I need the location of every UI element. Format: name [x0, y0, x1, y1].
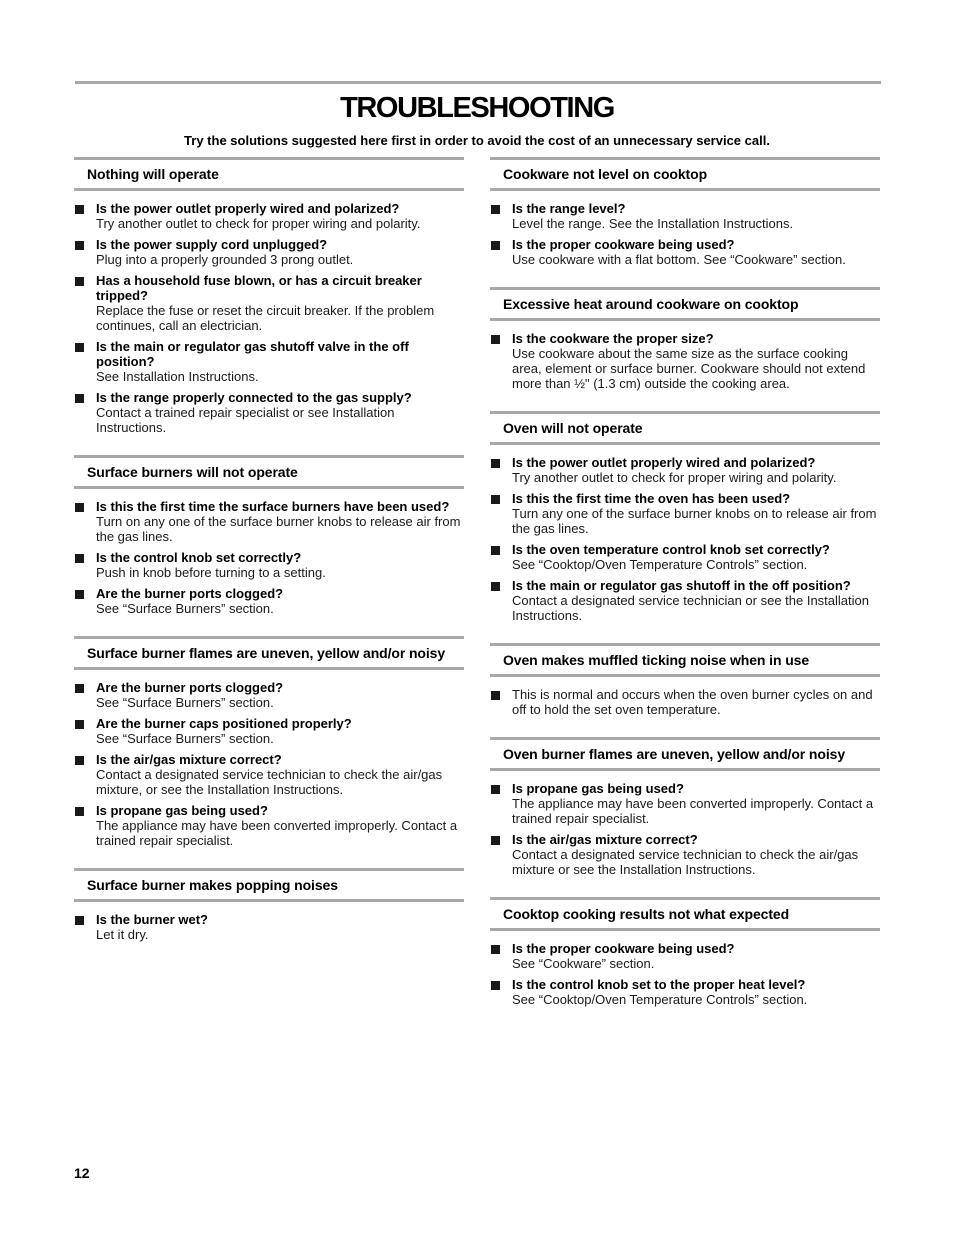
answer-text: Replace the fuse or reset the circuit breaker. If the problem continues, call an electrician. [96, 303, 435, 333]
section-heading: Oven burner flames are uneven, yellow and/or noisy [490, 737, 880, 771]
page-title: TROUBLESHOOTING [340, 92, 614, 124]
section-heading: Cooktop cooking results not what expected [490, 897, 880, 931]
square-bullet-icon [75, 916, 84, 925]
square-bullet-icon [75, 554, 84, 563]
left-column [74, 157, 464, 962]
answer-text: This is normal and occurs when the oven burner cycles on and off to hold the set oven temperature. [512, 687, 873, 717]
section-items [490, 331, 880, 405]
square-bullet-icon [491, 335, 500, 344]
list-item [490, 542, 880, 572]
question-text: Is this the first time the surface burners have been used? [96, 499, 450, 514]
answer-text: Plug into a properly grounded 3 prong outlet. [96, 252, 354, 267]
answer-text: Use cookware with a flat bottom. See “Cookware” section. [512, 252, 846, 267]
square-bullet-icon [491, 836, 500, 845]
list-item [490, 455, 880, 485]
square-bullet-icon [75, 277, 84, 286]
list-item [74, 273, 464, 333]
page-number: 12 [74, 1165, 90, 1181]
square-bullet-icon [491, 205, 500, 214]
list-item [74, 752, 464, 797]
question-text: Is propane gas being used? [512, 781, 684, 796]
section-items [490, 781, 880, 891]
section-heading: Nothing will operate [74, 157, 464, 191]
answer-text: Contact a designated service technician or see the Installation Instructions. [512, 593, 869, 623]
answer-text: Level the range. See the Installation Instructions. [512, 216, 794, 231]
list-item [74, 586, 464, 616]
question-text: Is the power supply cord unplugged? [96, 237, 328, 252]
section-items [490, 941, 880, 1021]
section-items [490, 687, 880, 731]
troubleshooting-section [74, 455, 464, 630]
section-items [74, 201, 464, 449]
section-heading: Surface burner flames are uneven, yellow and/or noisy [74, 636, 464, 670]
answer-text: Turn on any one of the surface burner knobs to release air from the gas lines. [96, 514, 461, 544]
question-text: Are the burner ports clogged? [96, 586, 284, 601]
list-item [74, 201, 464, 231]
square-bullet-icon [75, 241, 84, 250]
question-text: Is the proper cookware being used? [512, 237, 735, 252]
list-item [490, 687, 880, 717]
answer-text: See “Surface Burners” section. [96, 695, 274, 710]
list-item [490, 781, 880, 826]
troubleshooting-section [490, 897, 880, 1021]
answer-text: The appliance may have been converted improperly. Contact a trained repair specialist. [512, 796, 874, 826]
page-subtitle: Try the solutions suggested here first in order to avoid the cost of an unnecessary service call. [184, 133, 770, 148]
square-bullet-icon [491, 241, 500, 250]
question-text: Is the cookware the proper size? [512, 331, 714, 346]
section-items [490, 201, 880, 281]
list-item [74, 716, 464, 746]
list-item [490, 237, 880, 267]
question-text: Is this the first time the oven has been used? [512, 491, 791, 506]
question-text: Is the oven temperature control knob set correctly? [512, 542, 830, 557]
question-text: Is the power outlet properly wired and polarized? [96, 201, 400, 216]
answer-text: Try another outlet to check for proper wiring and polarity. [512, 470, 837, 485]
troubleshooting-section [74, 157, 464, 449]
square-bullet-icon [491, 546, 500, 555]
question-text: Has a household fuse blown, or has a circuit breaker tripped? [96, 273, 422, 303]
question-text: Is the power outlet properly wired and polarized? [512, 455, 816, 470]
question-text: Is the burner wet? [96, 912, 208, 927]
question-text: Are the burner ports clogged? [96, 680, 284, 695]
square-bullet-icon [75, 394, 84, 403]
square-bullet-icon [491, 785, 500, 794]
answer-text: See Installation Instructions. [96, 369, 259, 384]
square-bullet-icon [491, 691, 500, 700]
list-item [490, 941, 880, 971]
question-text: Is the proper cookware being used? [512, 941, 735, 956]
answer-text: Contact a designated service technician to check the air/gas mixture or see the Installation Instructions. [512, 847, 859, 877]
question-text: Is the main or regulator gas shutoff valve in the off position? [96, 339, 409, 369]
answer-text: Use cookware about the same size as the surface cooking area, element or surface burner. Cookware should not extend more than ½" (1.3 cm) outside the cooking area. [512, 346, 866, 391]
section-heading: Surface burner makes popping noises [74, 868, 464, 902]
list-item [74, 499, 464, 544]
square-bullet-icon [75, 503, 84, 512]
list-item [490, 331, 880, 391]
list-item [490, 491, 880, 536]
question-text: Are the burner caps positioned properly? [96, 716, 352, 731]
list-item [74, 550, 464, 580]
section-heading: Surface burners will not operate [74, 455, 464, 489]
right-column [490, 157, 880, 1027]
answer-text: See “Surface Burners” section. [96, 731, 274, 746]
square-bullet-icon [75, 590, 84, 599]
question-text: Is the air/gas mixture correct? [96, 752, 282, 767]
list-item [74, 912, 464, 942]
troubleshooting-section [490, 643, 880, 731]
section-heading: Oven makes muffled ticking noise when in use [490, 643, 880, 677]
list-item [74, 237, 464, 267]
answer-text: Turn any one of the surface burner knobs on to release air from the gas lines. [512, 506, 877, 536]
list-item [74, 390, 464, 435]
section-items [74, 680, 464, 862]
answer-text: See “Cooktop/Oven Temperature Controls” section. [512, 992, 808, 1007]
troubleshooting-section [74, 868, 464, 956]
question-text: Is propane gas being used? [96, 803, 268, 818]
section-heading: Excessive heat around cookware on cooktop [490, 287, 880, 321]
list-item [74, 803, 464, 848]
section-heading: Oven will not operate [490, 411, 880, 445]
answer-text: See “Cookware” section. [512, 956, 655, 971]
section-items [74, 912, 464, 956]
section-items [490, 455, 880, 637]
list-item [490, 578, 880, 623]
troubleshooting-section [490, 737, 880, 891]
square-bullet-icon [75, 807, 84, 816]
square-bullet-icon [75, 205, 84, 214]
list-item [490, 201, 880, 231]
square-bullet-icon [491, 459, 500, 468]
answer-text: Try another outlet to check for proper wiring and polarity. [96, 216, 421, 231]
top-divider [75, 81, 881, 84]
square-bullet-icon [491, 495, 500, 504]
question-text: Is the main or regulator gas shutoff in the off position? [512, 578, 851, 593]
answer-text: Let it dry. [96, 927, 149, 942]
list-item [74, 339, 464, 384]
answer-text: Push in knob before turning to a setting. [96, 565, 326, 580]
square-bullet-icon [75, 684, 84, 693]
answer-text: The appliance may have been converted improperly. Contact a trained repair specialist. [96, 818, 458, 848]
section-items [74, 499, 464, 630]
answer-text: Contact a designated service technician to check the air/gas mixture, or see the Installation Instructions. [96, 767, 443, 797]
question-text: Is the range level? [512, 201, 626, 216]
list-item [490, 977, 880, 1007]
question-text: Is the air/gas mixture correct? [512, 832, 698, 847]
question-text: Is the range properly connected to the gas supply? [96, 390, 412, 405]
question-text: Is the control knob set to the proper heat level? [512, 977, 806, 992]
troubleshooting-section [74, 636, 464, 862]
troubleshooting-section [490, 157, 880, 281]
list-item [74, 680, 464, 710]
troubleshooting-section [490, 287, 880, 405]
square-bullet-icon [491, 945, 500, 954]
list-item [490, 832, 880, 877]
troubleshooting-section [490, 411, 880, 637]
square-bullet-icon [491, 582, 500, 591]
square-bullet-icon [75, 720, 84, 729]
answer-text: See “Cooktop/Oven Temperature Controls” section. [512, 557, 808, 572]
answer-text: See “Surface Burners” section. [96, 601, 274, 616]
square-bullet-icon [75, 756, 84, 765]
answer-text: Contact a trained repair specialist or see Installation Instructions. [96, 405, 395, 435]
question-text: Is the control knob set correctly? [96, 550, 302, 565]
section-heading: Cookware not level on cooktop [490, 157, 880, 191]
square-bullet-icon [491, 981, 500, 990]
square-bullet-icon [75, 343, 84, 352]
